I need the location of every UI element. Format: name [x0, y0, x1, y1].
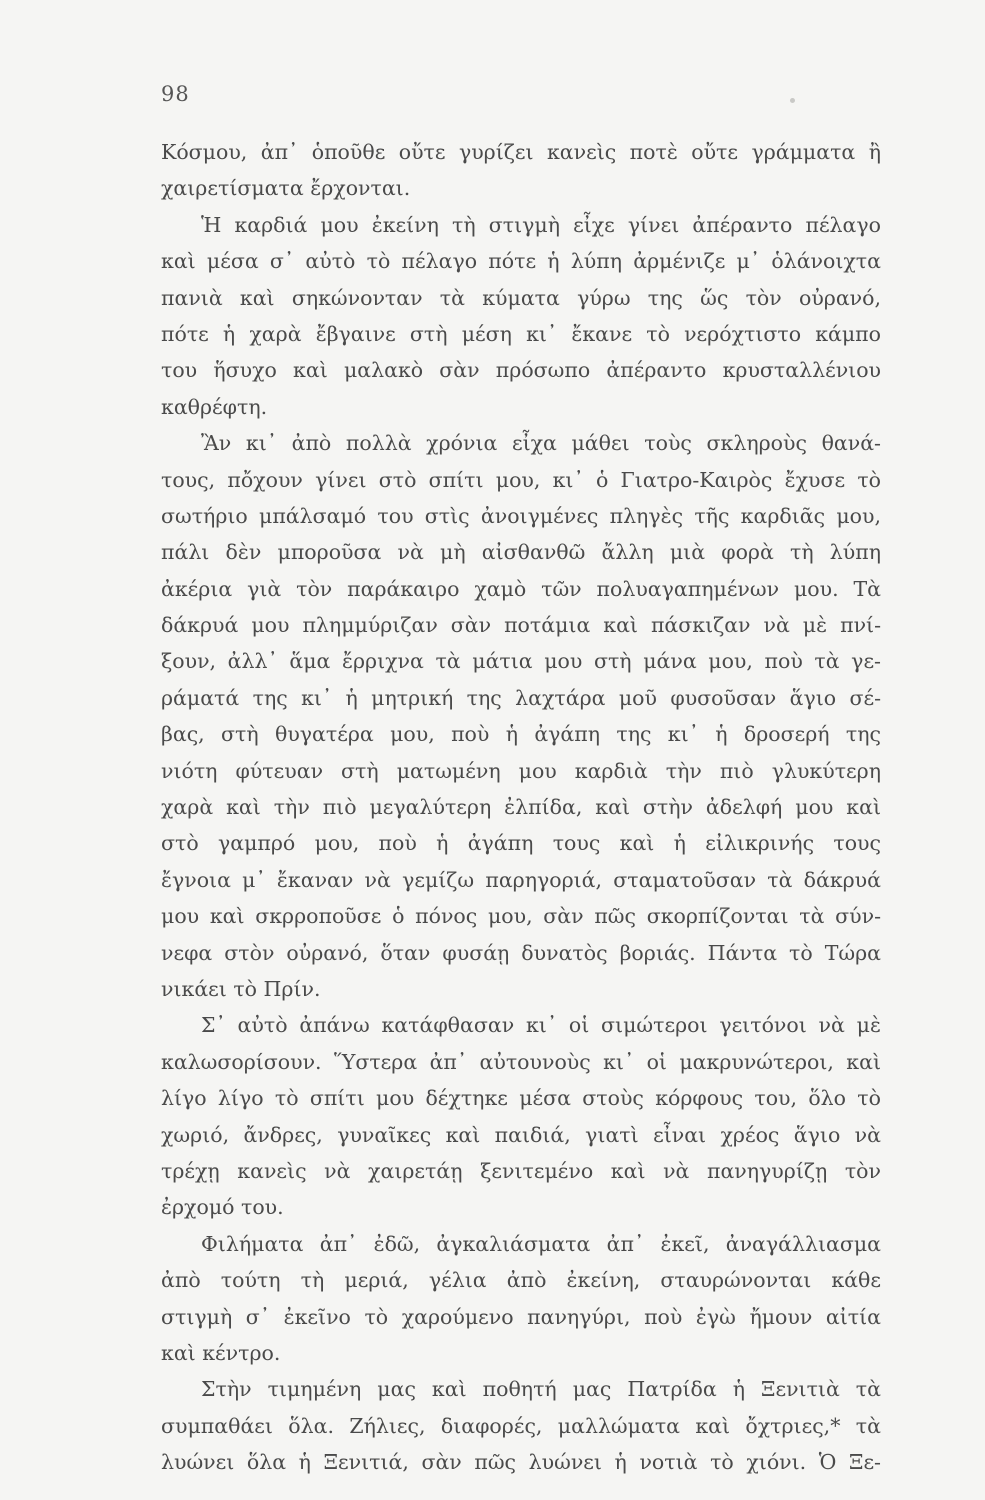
text-line: ξουν, ἀλλ᾿ ἅμα ἔρριχνα τὰ μάτια μου στὴ μάνα μου, ποὺ τὰ γε-: [161, 649, 881, 674]
text-line: χαρὰ καὶ τὴν πιὸ μεγαλύτερη ἐλπίδα, καὶ στὴν ἀδελφή μου καὶ: [161, 795, 881, 820]
page-number: 98: [161, 82, 190, 106]
text-line: πότε ἡ χαρὰ ἔβγαινε στὴ μέση κι᾿ ἔκανε τὸ νερόχτιστο κάμπο: [161, 321, 881, 346]
text-line: πάλι δὲν μποροῦσα νὰ μὴ αἰσθανθῶ ἄλλη μιὰ φορὰ τὴ λύπη: [161, 540, 881, 565]
text-line: ἐρχομό του.: [161, 1195, 284, 1220]
paper-speck: [790, 98, 795, 103]
text-line: καὶ μέσα σ᾿ αὐτὸ τὸ πέλαγο πότε ἡ λύπη ἀρμένιζε μ᾿ ὁλάνοιχτα: [161, 249, 881, 274]
text-line: ράματά της κι᾿ ἡ μητρική της λαχτάρα μοῦ φυσοῦσαν ἅγιο σέ-: [161, 685, 881, 710]
text-line: λίγο λίγο τὸ σπίτι μου δέχτηκε μέσα στοὺς κόρφους του, ὅλο τὸ: [161, 1086, 881, 1111]
text-line: βας, στὴ θυγατέρα μου, ποὺ ἡ ἀγάπη της κι᾿ ἡ δροσερή της: [161, 722, 881, 747]
text-line: Στὴν τιμημένη μας καὶ ποθητή μας Πατρίδα ἡ Ξενιτιὰ τὰ: [201, 1377, 881, 1402]
text-line: στιγμὴ σ᾿ ἐκεῖνο τὸ χαρούμενο πανηγύρι, ποὺ ἐγὼ ἤμουν αἰτία: [161, 1304, 881, 1329]
text-line: πανιὰ καὶ σηκώνονταν τὰ κύματα γύρω της ὥς τὸν οὐρανό,: [161, 285, 881, 310]
text-line: Φιλήματα ἀπ᾿ ἐδῶ, ἀγκαλιάσματα ἀπ᾿ ἐκεῖ, ἀναγάλλιασμα: [201, 1231, 881, 1256]
text-line: τρέχῃ κανεὶς νὰ χαιρετάῃ ξενιτεμένο καὶ νὰ πανηγυρίζῃ τὸν: [161, 1158, 881, 1183]
text-line: μου καὶ σκρροποῦσε ὁ πόνος μου, σὰν πῶς σκορπίζονται τὰ σύν-: [161, 904, 881, 929]
text-line: Σ᾿ αὐτὸ ἀπάνω κατάφθασαν κι᾿ οἱ σιμώτεροι γειτόνοι νὰ μὲ: [201, 1013, 881, 1038]
text-line: καὶ κέντρο.: [161, 1340, 281, 1365]
text-line: σωτήριο μπάλσαμό του στὶς ἀνοιγμένες πληγὲς τῆς καρδιᾶς μου,: [161, 503, 881, 528]
text-line: ἔγνοια μ᾿ ἔκαναν νὰ γεμίζω παρηγοριά, σταματοῦσαν τὰ δάκρυά: [161, 867, 881, 892]
text-line: καλωσορίσουν. Ὕστερα ἀπ᾿ αὐτουνοὺς κι᾿ οἱ μακρυνώτεροι, καὶ: [161, 1049, 881, 1074]
text-line: νικάει τὸ Πρίν.: [161, 976, 321, 1001]
text-line: Ἡ καρδιά μου ἐκείνη τὴ στιγμὴ εἶχε γίνει ἀπέραντο πέλαγο: [201, 212, 881, 237]
text-line: δάκρυά μου πλημμύριζαν σὰν ποτάμια καὶ πάσκιζαν νὰ μὲ πνί-: [161, 613, 881, 638]
text-line: χαιρετίσματα ἔρχονται.: [161, 176, 411, 201]
text-line: νεφα στὸν οὐρανό, ὅταν φυσάῃ δυνατὸς βοριάς. Πάντα τὸ Τώρα: [161, 940, 881, 965]
text-line: Κόσμου, ἀπ᾿ ὁποῦθε οὔτε γυρίζει κανεὶς ποτὲ οὔτε γράμματα ἢ: [161, 140, 881, 164]
text-line: χωριό, ἄνδρες, γυναῖκες καὶ παιδιά, γιατὶ εἶναι χρέος ἅγιο νὰ: [161, 1122, 881, 1147]
text-line: τους, πὄχουν γίνει στὸ σπίτι μου, κι᾿ ὁ Γιατρο-Καιρὸς ἔχυσε τὸ: [161, 467, 881, 492]
text-line: Ἂν κι᾿ ἀπὸ πολλὰ χρόνια εἶχα μάθει τοὺς σκληροὺς θανά-: [201, 431, 881, 456]
page-text: [161, 134, 881, 1480]
text-line: συμπαθάει ὅλα. Ζήλιες, διαφορές, μαλλώματα καὶ ὄχτριες,* τὰ: [161, 1413, 881, 1438]
text-line: καθρέφτη.: [161, 394, 268, 419]
text-line: ἀκέρια γιὰ τὸν παράκαιρο χαμὸ τῶν πολυαγαπημένων μου. Τὰ: [161, 576, 881, 601]
text-line: νιότη φύτευαν στὴ ματωμένη μου καρδιὰ τὴν πιὸ γλυκύτερη: [161, 758, 881, 783]
text-line: στὸ γαμπρό μου, ποὺ ἡ ἀγάπη τους καὶ ἡ εἰλικρινής τους: [161, 831, 881, 856]
text-line: ἀπὸ τούτη τὴ μεριά, γέλια ἀπὸ ἐκείνη, σταυρώνονται κάθε: [161, 1268, 881, 1293]
text-line: λυώνει ὅλα ἡ Ξενιτιά, σὰν πῶς λυώνει ἡ νοτιὰ τὸ χιόνι. Ὁ Ξε-: [161, 1450, 881, 1475]
text-line: του ἥσυχο καὶ μαλακὸ σὰν πρόσωπο ἀπέραντο κρυσταλλένιου: [161, 358, 881, 383]
